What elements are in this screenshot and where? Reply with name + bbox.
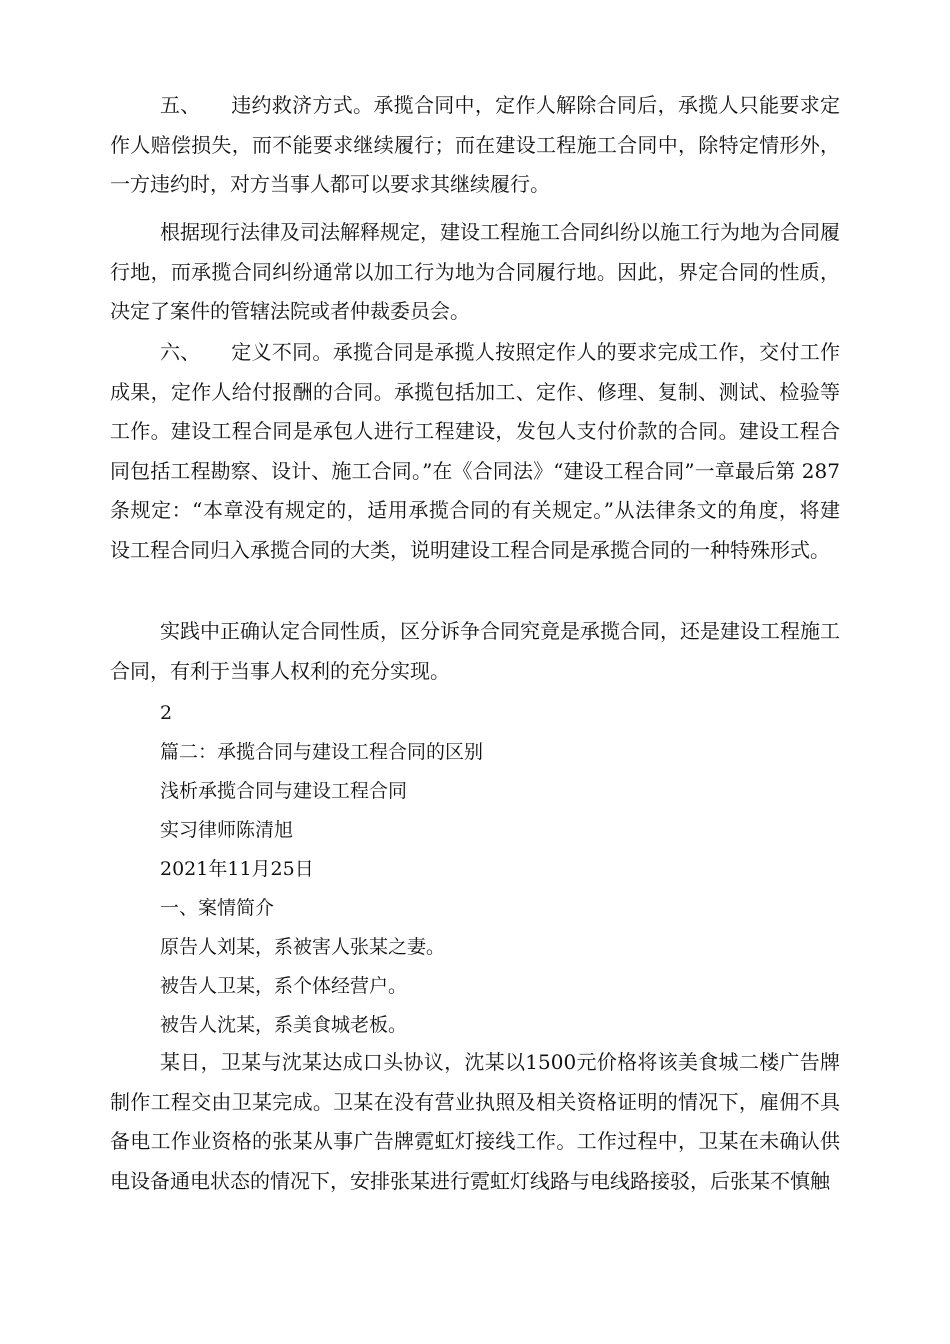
paragraph-definition: 六、 定义不同。承揽合同是承揽人按照定作人的要求完成工作，交付工作成果，定作人给付报酬的合同。承揽包括加工、定作、修理、复制、测试、检验等工作。建设工程合同是承包人进行工程建设，发包人支付价款的合同。建设工程合同包括工程勘察、设计、施工合同。”在《合同法》“建设工程合同”一章最后第 287条规定：“本章没有规定的，适用承揽合同的有关规定。”从法律条文的角度，将建设工程合同归入承揽合同的大类，说明建设工程合同是承揽合同的一种特殊形式。 bbox=[110, 340, 840, 562]
section-heading: 一、案情简介 bbox=[160, 897, 275, 919]
article-title: 浅析承揽合同与建设工程合同 bbox=[160, 780, 408, 802]
party-defendant-1: 被告人卫某，系个体经营户。 bbox=[160, 975, 408, 997]
date-line: 2021年11月25日 bbox=[160, 858, 314, 880]
paragraph-remedy: 五、 违约救济方式。承揽合同中，定作人解除合同后，承揽人只能要求定作人赔偿损失，而不能要求继续履行；而在建设工程施工合同中，除特定情形外，一方违约时，对方当事人都可以要求其继续履行。 bbox=[110, 93, 840, 196]
page-number: 2 bbox=[160, 702, 173, 724]
party-defendant-2: 被告人沈某，系美食城老板。 bbox=[160, 1014, 408, 1036]
paragraph-practice: 实践中正确认定合同性质，区分诉争合同究竟是承揽合同，还是建设工程施工合同，有利于当事人权利的充分实现。 bbox=[110, 619, 840, 683]
paragraph-performance-place: 根据现行法律及司法解释规定，建设工程施工合同纠纷以施工行为地为合同履行地，而承揽合同纠纷通常以加工行为地为合同履行地。因此，界定合同的性质，决定了案件的管辖法院或者仲裁委员会。 bbox=[110, 220, 840, 323]
author-line: 实习律师陈清旭 bbox=[160, 819, 294, 841]
chapter-title: 篇二：承揽合同与建设工程合同的区别 bbox=[160, 741, 484, 763]
party-plaintiff: 原告人刘某，系被害人张某之妻。 bbox=[160, 936, 446, 958]
paragraph-case-facts: 某日，卫某与沈某达成口头协议，沈某以1500元价格将该美食城二楼广告牌制作工程交由卫某完成。卫某在没有营业执照及相关资格证明的情况下，雇佣不具备电工作业资格的张某从事广告牌霓虹灯接线工作。工作过程中，卫某在未确认供电设备通电状态的情况下，安排张某进行霓虹灯线路与电线路接驳，后张某不慎触 bbox=[110, 1050, 840, 1193]
